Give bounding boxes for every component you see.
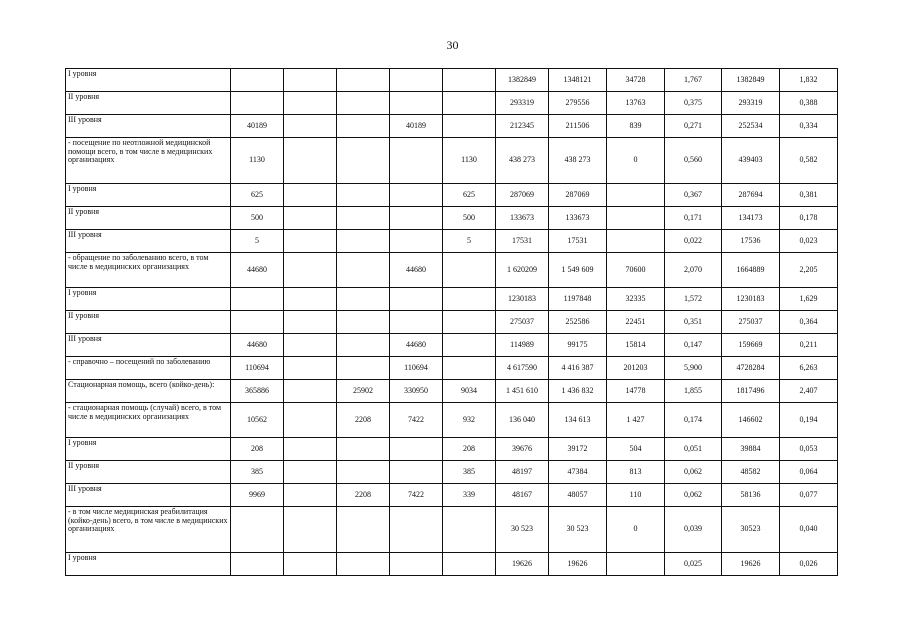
table-row [66,207,838,230]
row-label: II уровня [66,461,231,484]
row-label: I уровня [66,184,231,207]
table-cell: 1,832 [780,69,838,92]
row-label: I уровня [66,288,231,311]
table-cell: 1382849 [722,69,780,92]
table-cell [390,92,443,115]
table-row [66,69,838,92]
row-label: Стационарная помощь, всего (койко-день): [66,380,231,403]
table-cell: 0,174 [665,403,722,438]
table-cell: 7422 [390,484,443,507]
table-row [66,138,838,184]
table-cell: 48582 [722,461,780,484]
row-label: II уровня [66,311,231,334]
table-cell: 48167 [496,484,549,507]
table-cell: 99175 [549,334,607,357]
table-cell: 625 [443,184,496,207]
table-cell: 1,572 [665,288,722,311]
table-cell: 0,364 [780,311,838,334]
table-cell [337,253,390,288]
table-cell [284,115,337,138]
table-cell: 385 [231,461,284,484]
table-cell: 1,629 [780,288,838,311]
table-cell: 0,375 [665,92,722,115]
table-row [66,334,838,357]
table-cell: 0,560 [665,138,722,184]
table-cell: 0,023 [780,230,838,253]
table-cell: 839 [607,115,665,138]
table-cell [607,207,665,230]
table-cell: 1817496 [722,380,780,403]
table-cell [607,553,665,576]
table-cell: 7422 [390,403,443,438]
table-cell: 0,026 [780,553,838,576]
table-cell [337,438,390,461]
table-row [66,288,838,311]
data-table [65,68,838,576]
table-cell: 14778 [607,380,665,403]
row-label: - обращение по заболеванию всего, в том числе в медицинских организациях [66,253,231,288]
table-cell: 208 [231,438,284,461]
table-cell: 330950 [390,380,443,403]
table-cell: 40189 [390,115,443,138]
table-cell: 0,334 [780,115,838,138]
table-cell: 287069 [496,184,549,207]
table-cell: 48057 [549,484,607,507]
table-cell: 1 436 832 [549,380,607,403]
table-cell: 0,039 [665,507,722,553]
table-cell: 201203 [607,357,665,380]
table-cell: 0,367 [665,184,722,207]
table-cell: 275037 [722,311,780,334]
table-cell: 48197 [496,461,549,484]
table-cell: 0,381 [780,184,838,207]
table-cell: 0,051 [665,438,722,461]
row-label: - стационарная помощь (случай) всего, в том числе в медицинских организациях [66,403,231,438]
table-row [66,507,838,553]
table-cell: 2208 [337,403,390,438]
row-label: I уровня [66,553,231,576]
table-cell [231,507,284,553]
table-cell [284,288,337,311]
table-cell [284,553,337,576]
table-cell: 252534 [722,115,780,138]
table-row [66,184,838,207]
table-cell [284,438,337,461]
table-cell [337,311,390,334]
table-row [66,253,838,288]
table-cell: 39884 [722,438,780,461]
table-cell [390,184,443,207]
table-row [66,92,838,115]
table-cell: 110694 [390,357,443,380]
table-cell [284,484,337,507]
table-cell: 30 523 [496,507,549,553]
table-cell [284,92,337,115]
table-cell [390,69,443,92]
table-cell: 813 [607,461,665,484]
table-cell: 1230183 [496,288,549,311]
table-cell [284,253,337,288]
table-cell [443,69,496,92]
table-cell: 19626 [549,553,607,576]
table-cell [337,184,390,207]
table-cell: 0,062 [665,484,722,507]
row-label: III уровня [66,334,231,357]
table-row [66,553,838,576]
table-cell: 44680 [390,334,443,357]
table-cell: 133673 [496,207,549,230]
table-cell: 293319 [496,92,549,115]
table-cell: 58136 [722,484,780,507]
table-cell [284,357,337,380]
table-cell [337,288,390,311]
table-cell: 0,582 [780,138,838,184]
table-cell: 0,025 [665,553,722,576]
table-cell: 0,040 [780,507,838,553]
table-cell: 22451 [607,311,665,334]
table-cell: 15814 [607,334,665,357]
table-cell [337,92,390,115]
table-cell [337,69,390,92]
table-row [66,403,838,438]
table-cell: 438 273 [549,138,607,184]
table-cell: 40189 [231,115,284,138]
table-cell: 19626 [722,553,780,576]
table-cell [284,69,337,92]
table-cell [390,438,443,461]
table-cell: 34728 [607,69,665,92]
table-cell: 0,062 [665,461,722,484]
table-cell: 293319 [722,92,780,115]
table-cell: 0,351 [665,311,722,334]
table-cell: 1348121 [549,69,607,92]
table-cell: 9969 [231,484,284,507]
table-cell: 1382849 [496,69,549,92]
table-cell: 212345 [496,115,549,138]
table-cell: 0,064 [780,461,838,484]
table-cell: 0 [607,507,665,553]
table-cell [390,553,443,576]
row-label: III уровня [66,115,231,138]
table-cell: 9034 [443,380,496,403]
table-cell [443,334,496,357]
table-cell: 110694 [231,357,284,380]
table-cell [284,230,337,253]
table-cell [231,69,284,92]
table-row [66,311,838,334]
table-cell: 5,900 [665,357,722,380]
table-row [66,438,838,461]
table-cell [337,357,390,380]
table-cell: 1130 [443,138,496,184]
table-cell: 0,388 [780,92,838,115]
table-cell: 0,053 [780,438,838,461]
row-label: III уровня [66,484,231,507]
table-cell: 13763 [607,92,665,115]
table-cell: 500 [443,207,496,230]
table-row [66,357,838,380]
table-row [66,380,838,403]
table-cell: 25902 [337,380,390,403]
table-row [66,115,838,138]
table-cell: 252586 [549,311,607,334]
table-cell: 32335 [607,288,665,311]
table-cell [337,334,390,357]
table-cell: 70600 [607,253,665,288]
table-cell: 0,178 [780,207,838,230]
table-cell: 44680 [390,253,443,288]
table-cell [337,138,390,184]
table-cell [390,230,443,253]
table-cell: 365886 [231,380,284,403]
table-cell: 2,407 [780,380,838,403]
table-cell [390,207,443,230]
table-cell [231,288,284,311]
table-cell [231,553,284,576]
table-cell [337,115,390,138]
page-number: 30 [446,38,459,52]
table-cell: 44680 [231,253,284,288]
table-cell [337,461,390,484]
table-cell [443,553,496,576]
row-label: - справочно – посещений по заболеванию [66,357,231,380]
table-cell: 17531 [496,230,549,253]
table-cell [443,115,496,138]
table-cell: 17536 [722,230,780,253]
table-cell: 159669 [722,334,780,357]
row-label: II уровня [66,207,231,230]
table-cell [284,184,337,207]
table-cell: 4 416 387 [549,357,607,380]
table-cell: 0,194 [780,403,838,438]
table-cell: 1130 [231,138,284,184]
table-cell: 1,767 [665,69,722,92]
table-cell: 6,263 [780,357,838,380]
table-cell: 1230183 [722,288,780,311]
table-cell: 30523 [722,507,780,553]
table-row [66,230,838,253]
table-cell: 0,147 [665,334,722,357]
table-row [66,484,838,507]
table-cell [284,207,337,230]
table-cell: 385 [443,461,496,484]
table-cell [231,92,284,115]
table-cell [337,507,390,553]
table-cell: 625 [231,184,284,207]
table-cell: 208 [443,438,496,461]
table-cell: 134 613 [549,403,607,438]
table-cell: 287069 [549,184,607,207]
table-cell: 30 523 [549,507,607,553]
row-label: II уровня [66,92,231,115]
table-cell [284,311,337,334]
table-cell: 287694 [722,184,780,207]
table-cell [284,138,337,184]
table-cell: 39676 [496,438,549,461]
table-cell: 211506 [549,115,607,138]
table-cell [337,207,390,230]
table-cell: 1 549 609 [549,253,607,288]
table-cell [284,334,337,357]
table-cell [390,288,443,311]
table-cell: 0,077 [780,484,838,507]
table-cell: 114989 [496,334,549,357]
table-cell: 0 [607,138,665,184]
table-cell: 932 [443,403,496,438]
table-cell: 0,271 [665,115,722,138]
table-cell: 133673 [549,207,607,230]
table-cell: 4 617590 [496,357,549,380]
table-cell [607,230,665,253]
table-cell [284,403,337,438]
table-cell: 1 451 610 [496,380,549,403]
table-cell [443,253,496,288]
row-label: I уровня [66,69,231,92]
table-cell [337,230,390,253]
table-cell: 279556 [549,92,607,115]
table-cell [284,461,337,484]
row-label: I уровня [66,438,231,461]
table-body [66,69,838,576]
table-cell: 439403 [722,138,780,184]
table-cell: 44680 [231,334,284,357]
row-label: III уровня [66,230,231,253]
table-cell: 5 [231,230,284,253]
table-cell [390,311,443,334]
table-cell [443,288,496,311]
table-cell: 1 620209 [496,253,549,288]
table-cell [284,380,337,403]
table-cell [443,357,496,380]
table-cell: 19626 [496,553,549,576]
table-cell: 110 [607,484,665,507]
table-cell: 2,070 [665,253,722,288]
table-cell: 275037 [496,311,549,334]
table-cell [390,461,443,484]
table-cell: 1 427 [607,403,665,438]
table-cell: 504 [607,438,665,461]
table-cell [390,507,443,553]
table-cell: 4728284 [722,357,780,380]
table-cell: 0,022 [665,230,722,253]
table-cell: 134173 [722,207,780,230]
table-row [66,461,838,484]
table-cell: 339 [443,484,496,507]
row-label: - посещение по неотложной медицинской помощи всего, в том числе в медицинских организациях [66,138,231,184]
table-cell [231,311,284,334]
row-label: - в том числе медицинская реабилитация (койко-день) всего, в том числе в медицинских организациях [66,507,231,553]
table-cell [390,138,443,184]
table-cell: 2,205 [780,253,838,288]
table-cell: 47384 [549,461,607,484]
table-cell: 1,855 [665,380,722,403]
table-cell: 500 [231,207,284,230]
table-cell [443,507,496,553]
table-cell [443,311,496,334]
table-cell: 1664889 [722,253,780,288]
table-cell: 17531 [549,230,607,253]
table-cell: 10562 [231,403,284,438]
table-cell [284,507,337,553]
table-cell: 0,211 [780,334,838,357]
table-cell [607,184,665,207]
table-cell: 39172 [549,438,607,461]
table-cell [443,92,496,115]
table-cell: 1197848 [549,288,607,311]
table-cell: 0,171 [665,207,722,230]
table-cell [337,553,390,576]
table-cell: 2208 [337,484,390,507]
table-cell: 438 273 [496,138,549,184]
table-cell: 146602 [722,403,780,438]
table-cell: 136 040 [496,403,549,438]
table-cell: 5 [443,230,496,253]
